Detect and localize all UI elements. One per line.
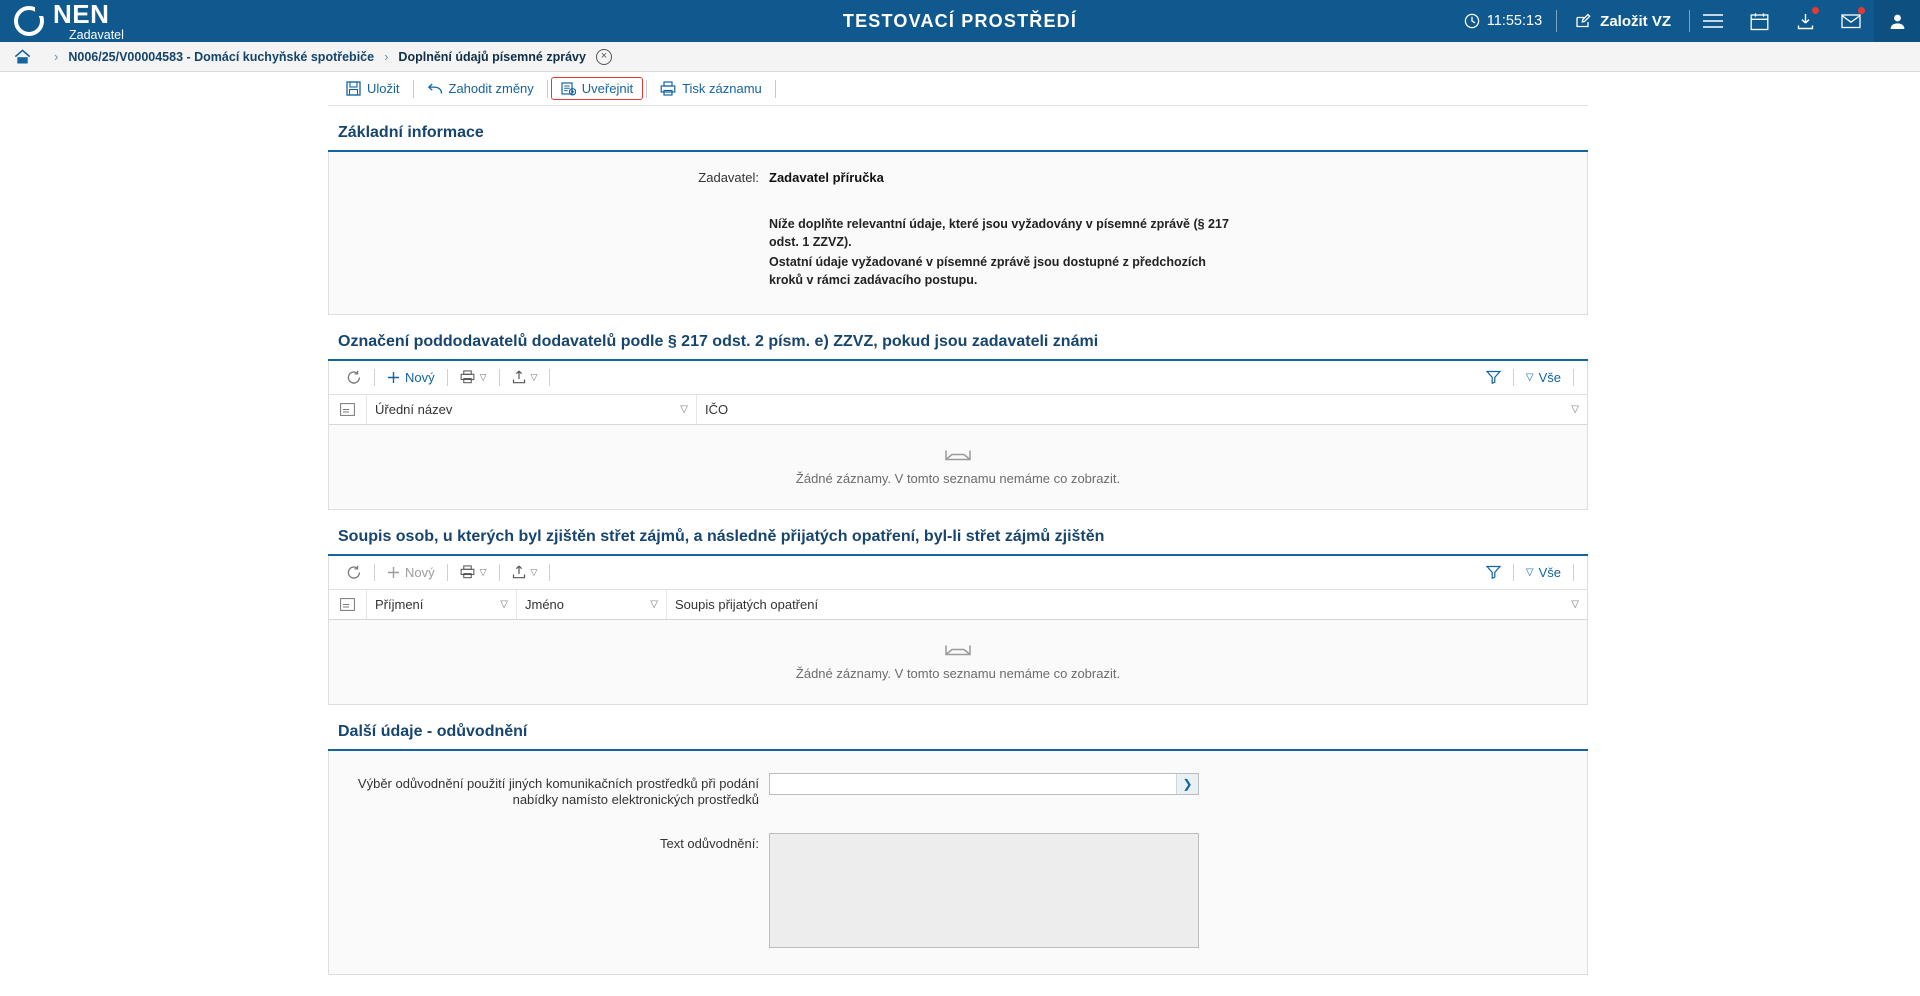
edit-icon (1575, 13, 1592, 30)
subcontractors-column-1-label: IČO (705, 401, 729, 417)
close-icon[interactable]: × (596, 49, 612, 65)
reason-select-picker[interactable] (769, 773, 1199, 795)
breadcrumb-item-0[interactable]: N006/25/V00004583 - Domácí kuchyňské spotřebiče (68, 49, 375, 64)
conflicts-column-1-label: Jméno (525, 596, 565, 612)
conflicts-new-button[interactable] (380, 562, 442, 583)
subcontractors-column-1[interactable] (697, 395, 1587, 424)
chevron-down-icon: ▽ (1571, 403, 1579, 415)
toolbar-divider-3 (646, 80, 647, 98)
nen-logo-icon (14, 6, 44, 36)
publish-label: Uveřejnit (581, 81, 634, 96)
chevron-down-icon: ▽ (500, 598, 508, 610)
undo-icon (427, 82, 443, 96)
basic-note-row (329, 193, 1587, 298)
discard-changes-label: Zahodit změny (448, 81, 534, 96)
discard-changes-button[interactable] (417, 77, 544, 100)
environment-title: TESTOVACÍ PROSTŘEDÍ (842, 10, 1078, 31)
create-vz-button[interactable] (1557, 10, 1690, 32)
conflicts-all-button[interactable] (1519, 562, 1568, 583)
download-icon[interactable] (1782, 0, 1828, 42)
calendar-icon[interactable] (1736, 0, 1782, 42)
conflicts-toolbar-divider-2 (447, 564, 448, 581)
subcontractors-filter-button[interactable] (1479, 367, 1508, 387)
chevron-down-icon: ▽ (530, 371, 538, 382)
subcontractors-column-0[interactable] (367, 395, 697, 424)
brand[interactable] (0, 1, 230, 42)
conflicts-toolbar-divider-5 (1513, 564, 1514, 581)
conflicts-toolbar-divider-4 (549, 564, 550, 581)
chevron-down-icon: ▽ (1571, 598, 1579, 610)
export-icon (512, 565, 526, 579)
reason-select-label (329, 773, 769, 810)
section-conflicts (328, 528, 1588, 705)
page-body (0, 72, 1920, 996)
section-other-data-panel (328, 751, 1588, 976)
brand-subtitle: Zadavatel (69, 27, 124, 42)
reason-select-label-line1: Výběr odůvodnění použití jiných komunikačních prostředků při podání (357, 775, 759, 791)
toolbar-divider-2 (547, 80, 548, 98)
user-avatar-icon[interactable] (1874, 0, 1920, 42)
zadavatel-label: Zadavatel: (698, 170, 759, 185)
section-basic-info (328, 124, 1588, 315)
print-icon (660, 81, 676, 96)
conflicts-all-label: Vše (1538, 564, 1561, 580)
conflicts-export-button[interactable] (505, 562, 545, 582)
filter-icon (1486, 370, 1501, 384)
chevron-down-icon: ▽ (479, 566, 487, 577)
chevron-down-icon: ▽ (680, 403, 688, 415)
content-area (328, 72, 1588, 975)
subcontractors-export-button[interactable] (505, 367, 545, 387)
conflicts-toolbar-divider-3 (499, 564, 500, 581)
menu-icon[interactable] (1690, 0, 1736, 42)
download-badge (1812, 7, 1819, 14)
chevron-down-icon: ▽ (1525, 371, 1534, 383)
subcontractors-column-0-label: Úřední název (375, 401, 453, 417)
subcontractors-empty-state (329, 425, 1587, 509)
conflicts-column-2-label: Soupis přijatých opatření (675, 596, 819, 612)
plus-icon (387, 566, 400, 579)
subcontractors-refresh-button[interactable] (339, 367, 369, 388)
reason-text-label: Text odůvodnění: (659, 836, 759, 852)
conflicts-print-button[interactable] (453, 562, 494, 582)
conflicts-toolbar-right (1479, 562, 1579, 583)
top-bar (0, 0, 1920, 42)
subcontractors-print-button[interactable] (453, 367, 494, 387)
section-subcontractors-panel (328, 361, 1588, 510)
section-basic-info-panel (328, 152, 1588, 315)
section-other-data-title: Další údaje - odůvodnění (328, 723, 1588, 751)
section-basic-info-title: Základní informace (328, 124, 1588, 152)
conflicts-column-1[interactable] (517, 590, 667, 619)
section-other-data (328, 723, 1588, 976)
section-subcontractors (328, 333, 1588, 510)
subcontractors-new-button[interactable] (380, 367, 442, 388)
section-subcontractors-title: Označení poddodavatelů dodavatelů podle § 217 odst. 2 písm. e) ZZVZ, pokud jsou zadavateli známi (328, 333, 1588, 361)
subcontractors-toolbar-right (1479, 367, 1579, 388)
reason-text-area[interactable] (770, 834, 1198, 947)
clock (1464, 10, 1557, 32)
subcontractors-toolbar-divider-4 (549, 369, 550, 386)
toolbar-divider-4 (775, 80, 776, 98)
reason-text-box[interactable] (769, 833, 1199, 948)
reason-select-input[interactable] (770, 774, 1176, 794)
subcontractors-toolbar-divider-3 (499, 369, 500, 386)
conflicts-grid-header (329, 590, 1587, 620)
subcontractors-grid-toolbar (329, 361, 1587, 395)
toolbar-divider-1 (413, 80, 414, 98)
conflicts-column-0[interactable] (367, 590, 517, 619)
basic-note (769, 215, 1239, 290)
basic-note-line1: Níže doplňte relevantní údaje, které jsou vyžadovány v písemné zprávě (§ 217 odst. 1 ZZVZ). (769, 217, 1229, 250)
subcontractors-empty-text: Žádné záznamy. V tomto seznamu nemáme co zobrazit. (795, 471, 1121, 486)
print-record-button[interactable] (650, 77, 772, 100)
conflicts-toolbar-divider-1 (374, 564, 375, 581)
print-icon (460, 370, 475, 384)
save-icon (346, 81, 361, 96)
breadcrumb-item-1[interactable]: Doplnění údajů písemné zprávy (398, 49, 586, 64)
reason-select-open-button[interactable]: ❯ (1176, 774, 1198, 794)
conflicts-column-2[interactable] (667, 590, 1587, 619)
subcontractors-toolbar-divider-2 (447, 369, 448, 386)
breadcrumb-separator-1: › (54, 49, 59, 64)
publish-button[interactable] (551, 77, 643, 100)
zadavatel-value: Zadavatel příručka (769, 170, 884, 185)
plus-icon (387, 371, 400, 384)
subcontractors-toolbar-divider-5 (1513, 369, 1514, 386)
home-icon[interactable] (0, 49, 44, 65)
reason-text-row (329, 815, 1587, 954)
chevron-down-icon: ▽ (479, 371, 487, 382)
conflicts-new-label: Nový (405, 564, 435, 580)
save-label: Uložit (367, 81, 400, 96)
conflicts-toolbar-divider-6 (1573, 564, 1574, 581)
empty-box-icon (945, 447, 971, 463)
mail-icon[interactable] (1828, 0, 1874, 42)
clock-icon (1464, 13, 1480, 29)
breadcrumb-separator-2: › (384, 49, 389, 64)
basic-note-line2: Ostatní údaje vyžadované v písemné zprávě jsou dostupné z předchozích kroků v rámci zadávacího postupu. (769, 255, 1206, 288)
brand-text (53, 1, 124, 42)
subcontractors-new-label: Nový (405, 369, 435, 385)
basic-note-spacer (329, 215, 769, 290)
reason-select-row (329, 767, 1587, 816)
mail-badge (1858, 7, 1865, 14)
subcontractors-grid-header (329, 395, 1587, 425)
publish-icon (561, 81, 576, 96)
subcontractors-all-button[interactable] (1519, 367, 1568, 388)
section-conflicts-panel (328, 556, 1588, 705)
save-button[interactable] (336, 77, 410, 100)
top-bar-right (1464, 0, 1920, 42)
action-toolbar (328, 72, 1588, 106)
subcontractors-select-all-checkbox[interactable] (329, 395, 367, 424)
conflicts-column-0-label: Příjmení (375, 596, 424, 612)
filter-icon (1486, 565, 1501, 579)
section-conflicts-title: Soupis osob, u kterých byl zjištěn střet zájmů, a následně přijatých opatření, byl-li střet zájmů zjištěn (328, 528, 1588, 556)
chevron-down-icon: ▽ (650, 598, 658, 610)
subcontractors-toolbar-divider-6 (1573, 369, 1574, 386)
brand-name: NEN (53, 0, 110, 29)
subcontractors-all-label: Vše (1538, 369, 1561, 385)
chevron-down-icon: ▽ (1525, 566, 1534, 578)
reason-select-label-line2: nabídky namísto elektronických prostředků (512, 792, 759, 808)
clock-time: 11:55:13 (1486, 13, 1543, 29)
print-icon (460, 565, 475, 579)
export-icon (512, 370, 526, 384)
subcontractors-toolbar-divider-1 (374, 369, 375, 386)
conflicts-refresh-button[interactable] (339, 562, 369, 583)
conflicts-empty-state (329, 620, 1587, 704)
zadavatel-row (329, 162, 1587, 193)
print-record-label: Tisk záznamu (682, 81, 762, 96)
conflicts-grid-toolbar (329, 556, 1587, 590)
conflicts-filter-button[interactable] (1479, 562, 1508, 582)
empty-box-icon (945, 642, 971, 658)
chevron-down-icon: ▽ (530, 566, 538, 577)
conflicts-select-all-checkbox[interactable] (329, 590, 367, 619)
breadcrumb (0, 42, 1920, 72)
create-vz-label: Založit VZ (1600, 12, 1671, 30)
conflicts-empty-text: Žádné záznamy. V tomto seznamu nemáme co zobrazit. (795, 666, 1121, 681)
